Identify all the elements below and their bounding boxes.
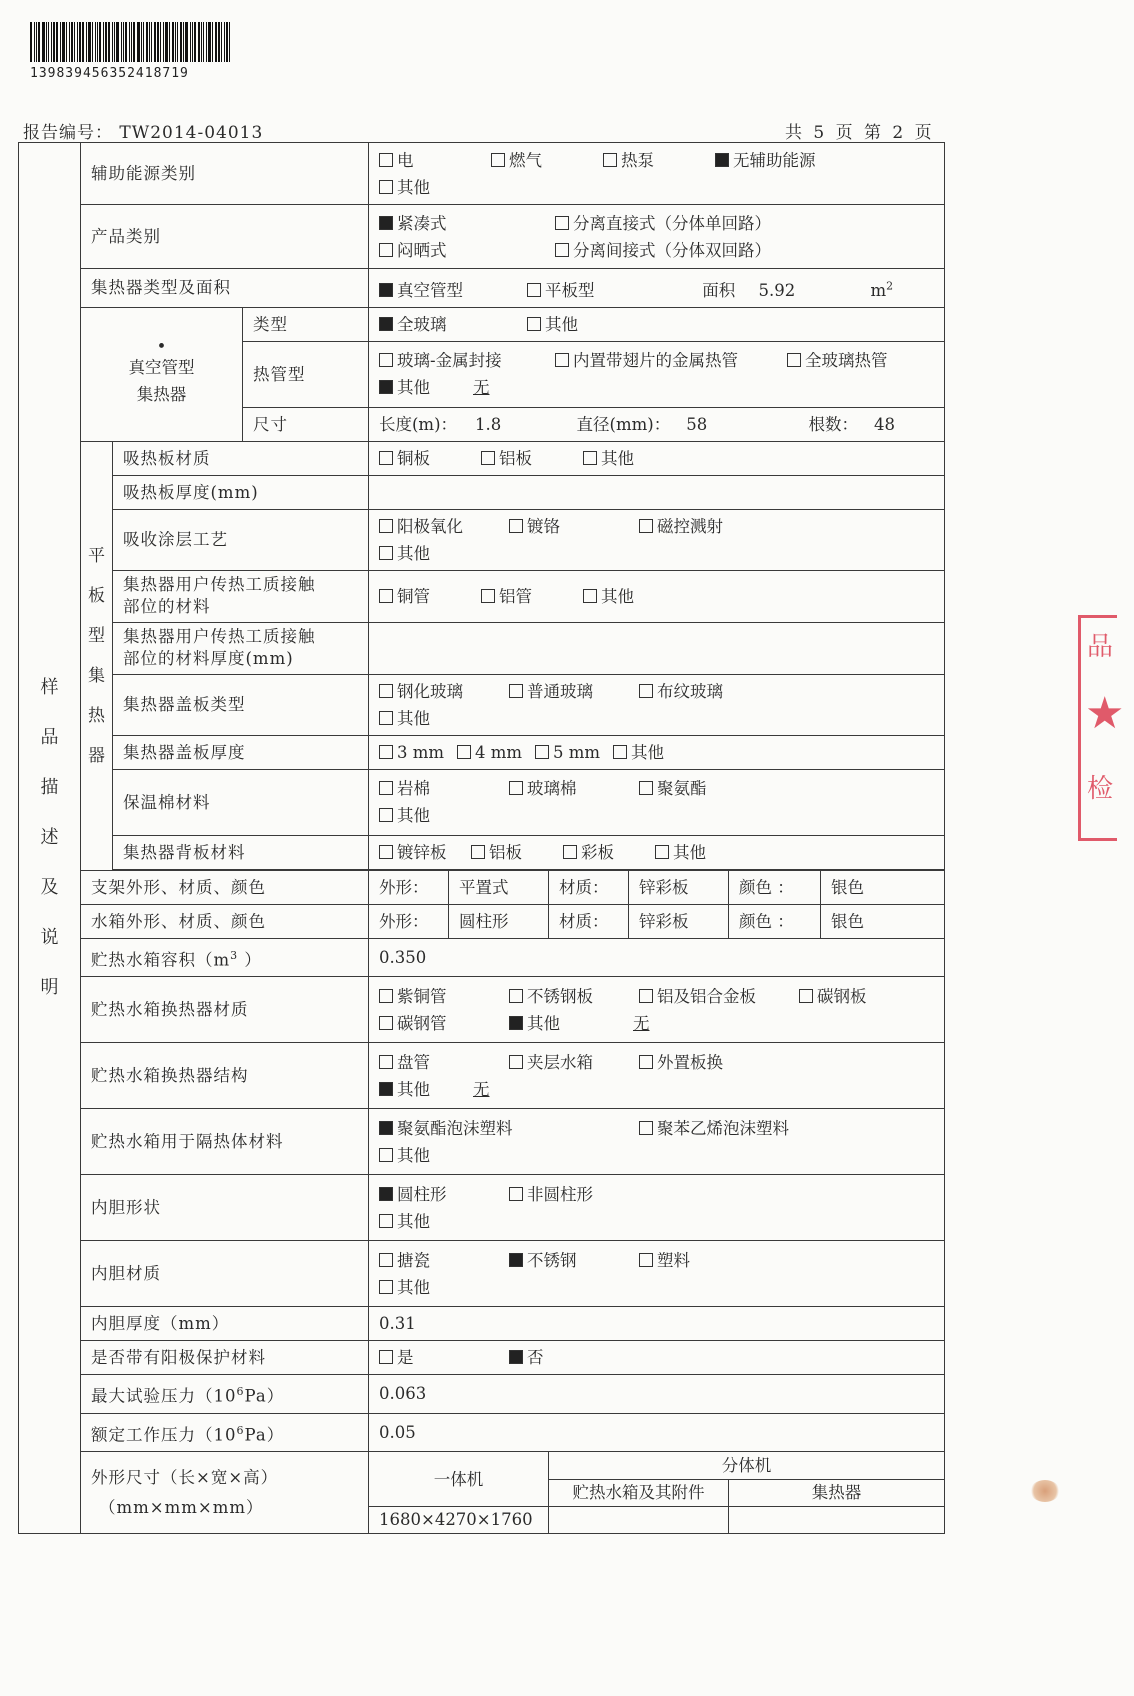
barcode-bar bbox=[224, 22, 225, 62]
barcode-bar bbox=[146, 22, 148, 62]
checkbox-option[interactable]: 其他 bbox=[379, 1208, 479, 1235]
absorber-thickness-label: 吸热板厚度(mm) bbox=[113, 475, 369, 509]
barcode-bar bbox=[95, 22, 96, 62]
checkbox-option[interactable]: 其他 bbox=[379, 1076, 449, 1103]
checkbox-option[interactable]: 布纹玻璃 bbox=[639, 678, 769, 705]
checked-box-icon[interactable] bbox=[379, 1082, 393, 1096]
checkbox-option[interactable]: 其他 bbox=[583, 583, 685, 610]
area-label: 面积 bbox=[702, 280, 736, 300]
barcode-bar bbox=[151, 22, 152, 62]
inner-shape-label: 内胆形状 bbox=[81, 1175, 369, 1241]
barcode-bar bbox=[30, 22, 32, 62]
unchecked-box-icon[interactable] bbox=[379, 519, 393, 533]
barcode-bar bbox=[99, 22, 101, 62]
barcode-bar bbox=[36, 22, 37, 62]
barcode-bar bbox=[183, 22, 184, 62]
checkbox-option[interactable]: 岩棉 bbox=[379, 775, 509, 802]
unchecked-box-icon[interactable] bbox=[379, 808, 393, 822]
unchecked-box-icon[interactable] bbox=[639, 519, 653, 533]
integrated-header: 一体机 bbox=[369, 1452, 549, 1507]
checkbox-option[interactable]: 铝板 bbox=[481, 445, 583, 472]
unchecked-box-icon[interactable] bbox=[379, 1280, 393, 1294]
checkbox-option[interactable]: 铝及铝合金板 bbox=[639, 983, 799, 1010]
unchecked-box-icon[interactable] bbox=[535, 745, 549, 759]
barcode-bar bbox=[172, 22, 174, 62]
checkbox-option[interactable]: 夹层水箱 bbox=[509, 1049, 639, 1076]
unchecked-box-icon[interactable] bbox=[379, 745, 393, 759]
unchecked-box-icon[interactable] bbox=[509, 519, 523, 533]
vac-type-options bbox=[369, 307, 945, 341]
checkbox-option[interactable]: 其他 bbox=[379, 174, 491, 201]
inspection-stamp: 品 ★ 检 bbox=[1078, 615, 1117, 841]
insulation-label: 保温棉材料 bbox=[113, 769, 369, 835]
checkbox-option[interactable]: 聚氨酯泡沫塑料 bbox=[379, 1115, 639, 1142]
unchecked-box-icon[interactable] bbox=[555, 216, 569, 230]
unchecked-box-icon[interactable] bbox=[471, 845, 485, 859]
checkbox-option[interactable]: 不锈钢板 bbox=[509, 983, 639, 1010]
paper-stain bbox=[1030, 1480, 1060, 1502]
unchecked-box-icon[interactable] bbox=[639, 1253, 653, 1267]
barcode-bar bbox=[56, 22, 58, 62]
checkbox-option[interactable]: 分离间接式（分体双回路） bbox=[555, 237, 815, 264]
unchecked-box-icon[interactable] bbox=[379, 1148, 393, 1162]
checkbox-option[interactable]: 其他 bbox=[379, 705, 479, 732]
hx-structure-options: 盘管 夹层水箱 外置板换 其他 无 bbox=[369, 1043, 945, 1109]
unchecked-box-icon[interactable] bbox=[457, 745, 471, 759]
collector-type-options bbox=[369, 269, 945, 308]
checkbox-option[interactable]: 平板型 bbox=[527, 277, 637, 304]
barcode-number: 139839456352418719 bbox=[30, 66, 189, 81]
vacuum-collector-label: • 真空管型 集热器 bbox=[81, 307, 243, 441]
unchecked-box-icon[interactable] bbox=[655, 845, 669, 859]
unchecked-box-icon[interactable] bbox=[509, 1055, 523, 1069]
barcode-bar bbox=[192, 22, 193, 62]
tube-size: 长度(m)： 1.8 直径(mm)： 58 根数： 48 bbox=[369, 407, 945, 441]
checkbox-option[interactable]: 紧凑式 bbox=[379, 210, 555, 237]
checkbox-option[interactable]: 3 mm bbox=[379, 739, 457, 766]
inner-thickness-label: 内胆厚度（mm） bbox=[81, 1307, 369, 1341]
checkbox-option[interactable]: 普通玻璃 bbox=[509, 678, 639, 705]
inner-shape-options bbox=[369, 1175, 945, 1241]
pipe-thickness-label: 集热器用户传热工质接触 部位的材料厚度(mm) bbox=[113, 622, 369, 674]
barcode-bar bbox=[218, 22, 220, 62]
hx-material-options: 紫铜管 不锈钢板 铝及铝合金板 碳钢板 碳钢管 其他 无 bbox=[369, 977, 945, 1043]
product-type-options bbox=[369, 205, 945, 269]
checked-box-icon[interactable] bbox=[379, 216, 393, 230]
max-pressure-value: 0.063 bbox=[369, 1375, 945, 1414]
checkbox-option[interactable]: 4 mm bbox=[457, 739, 535, 766]
cover-thickness-options bbox=[369, 735, 945, 769]
barcode-bar bbox=[66, 22, 67, 62]
barcode-bar bbox=[53, 22, 55, 62]
unchecked-box-icon[interactable] bbox=[527, 317, 541, 331]
unchecked-box-icon[interactable] bbox=[379, 1214, 393, 1228]
barcode-bar bbox=[88, 22, 91, 62]
unchecked-box-icon[interactable] bbox=[509, 781, 523, 795]
split-header: 分体机 bbox=[549, 1452, 945, 1480]
barcode-bar bbox=[86, 22, 87, 62]
barcode-bar bbox=[62, 22, 65, 62]
checkbox-option[interactable]: 铝板 bbox=[471, 839, 563, 866]
unchecked-box-icon[interactable] bbox=[639, 1055, 653, 1069]
checkbox-option[interactable]: 其他 bbox=[379, 374, 449, 401]
cover-type-options bbox=[369, 674, 945, 735]
unchecked-box-icon[interactable] bbox=[481, 589, 495, 603]
vac-type-label: 类型 bbox=[243, 307, 369, 341]
pipe-material-label: 集热器用户传热工质接触 部位的材料 bbox=[113, 570, 369, 622]
unchecked-box-icon[interactable] bbox=[379, 180, 393, 194]
absorber-material-label: 吸热板材质 bbox=[113, 441, 369, 475]
bracket-color: 银色 bbox=[821, 870, 945, 904]
barcode-bar bbox=[116, 22, 119, 62]
tank-insulation-options bbox=[369, 1109, 945, 1175]
barcode-bar bbox=[215, 22, 217, 62]
unchecked-box-icon[interactable] bbox=[379, 546, 393, 560]
barcode-bar bbox=[92, 22, 93, 62]
unchecked-box-icon[interactable] bbox=[639, 989, 653, 1003]
barcode-bar bbox=[121, 22, 122, 62]
barcode-bar bbox=[198, 22, 200, 62]
hx-material-label: 贮热水箱换热器材质 bbox=[81, 977, 369, 1043]
section-label-sample: 样 品 描 述 及 说 明 bbox=[19, 143, 81, 1534]
page-counter: 共 5 页 第 2 页 bbox=[785, 123, 932, 143]
checkbox-option[interactable]: 其他 bbox=[613, 739, 691, 766]
tank-label: 水箱外形、材质、颜色 bbox=[81, 904, 369, 938]
checkbox-option[interactable]: 镀铬 bbox=[509, 513, 639, 540]
hx-structure-label: 贮热水箱换热器结构 bbox=[81, 1043, 369, 1109]
checkbox-option[interactable]: 真空管型 bbox=[379, 277, 527, 304]
checked-box-icon[interactable] bbox=[509, 1350, 523, 1364]
checked-box-icon[interactable] bbox=[715, 153, 729, 167]
unchecked-box-icon[interactable] bbox=[509, 989, 523, 1003]
unchecked-box-icon[interactable] bbox=[481, 451, 495, 465]
checkbox-option[interactable]: 其他 bbox=[655, 839, 747, 866]
checkbox-option[interactable]: 彩板 bbox=[563, 839, 655, 866]
checkbox-option[interactable]: 盘管 bbox=[379, 1049, 509, 1076]
split-tank-dimensions bbox=[549, 1507, 729, 1534]
coating-process-label: 吸收涂层工艺 bbox=[113, 509, 369, 570]
checkbox-option[interactable]: 玻璃棉 bbox=[509, 775, 639, 802]
barcode-bar bbox=[114, 22, 115, 62]
unchecked-box-icon[interactable] bbox=[613, 745, 627, 759]
checkbox-option[interactable]: 分离直接式（分体单回路） bbox=[555, 210, 815, 237]
checkbox-option[interactable]: 镀锌板 bbox=[379, 839, 471, 866]
coating-process-options bbox=[369, 509, 945, 570]
checkbox-option[interactable]: 其他 bbox=[583, 445, 685, 472]
bracket-shape-label: 外形： bbox=[369, 870, 449, 904]
barcode-bar bbox=[157, 22, 159, 62]
unchecked-box-icon[interactable] bbox=[379, 589, 393, 603]
checkbox-option[interactable]: 碳钢板 bbox=[799, 983, 889, 1010]
cover-thickness-label: 集热器盖板厚度 bbox=[113, 735, 369, 769]
barcode-bar bbox=[129, 22, 130, 62]
product-type-label: 产品类别 bbox=[81, 205, 369, 269]
checkbox-option[interactable]: 钢化玻璃 bbox=[379, 678, 509, 705]
unchecked-box-icon[interactable] bbox=[379, 1016, 393, 1030]
tank-shape-label: 外形： bbox=[369, 904, 449, 938]
checkbox-option[interactable]: 铜管 bbox=[379, 583, 481, 610]
dimensions-label: 外形尺寸（长×宽×高） （mm×mm×mm） bbox=[81, 1452, 369, 1534]
barcode-bar bbox=[137, 22, 140, 62]
barcode-bar bbox=[165, 22, 168, 62]
barcode-bar bbox=[180, 22, 182, 62]
checkbox-option[interactable]: 外置板换 bbox=[639, 1049, 769, 1076]
inner-thickness-value: 0.31 bbox=[369, 1307, 945, 1341]
barcode-bar bbox=[203, 22, 204, 62]
checkbox-option[interactable]: 5 mm bbox=[535, 739, 613, 766]
area-unit: $m^2$ bbox=[870, 279, 894, 300]
checkbox-option[interactable]: 聚氨酯 bbox=[639, 775, 769, 802]
barcode-bar bbox=[108, 22, 110, 62]
barcode-bar bbox=[194, 22, 196, 62]
barcode-bar bbox=[112, 22, 113, 62]
insulation-options bbox=[369, 769, 945, 835]
integrated-dimensions: 1680×4270×1760 bbox=[369, 1507, 549, 1534]
checkbox-option[interactable]: 电 bbox=[379, 147, 491, 174]
checkbox-option[interactable]: 铜板 bbox=[379, 445, 481, 472]
unchecked-box-icon[interactable] bbox=[639, 1121, 653, 1135]
checkbox-option[interactable]: 内置带翅片的金属热管 bbox=[555, 347, 787, 374]
unchecked-box-icon[interactable] bbox=[379, 1253, 393, 1267]
checkbox-option[interactable]: 磁控溅射 bbox=[639, 513, 769, 540]
unchecked-box-icon[interactable] bbox=[379, 845, 393, 859]
barcode bbox=[30, 22, 232, 81]
barcode-bar bbox=[79, 22, 81, 62]
absorber-material-options bbox=[369, 441, 945, 475]
barcode-bar bbox=[125, 22, 127, 62]
unchecked-box-icon[interactable] bbox=[379, 1350, 393, 1364]
pipe-thickness-value bbox=[369, 622, 945, 674]
barcode-bar bbox=[229, 22, 230, 62]
barcode-bar bbox=[169, 22, 170, 62]
barcode-bar bbox=[82, 22, 84, 62]
collector-type-label: 集热器类型及面积 bbox=[81, 269, 369, 308]
barcode-bar bbox=[201, 22, 202, 62]
barcode-bar bbox=[71, 22, 73, 62]
checked-box-icon[interactable] bbox=[509, 1253, 523, 1267]
barcode-bars bbox=[30, 22, 232, 62]
tank-material: 锌彩板 bbox=[629, 904, 729, 938]
bracket-shape: 平置式 bbox=[449, 870, 549, 904]
checkbox-option[interactable]: 不锈钢 bbox=[509, 1247, 639, 1274]
unchecked-box-icon[interactable] bbox=[491, 153, 505, 167]
inner-material-label: 内胆材质 bbox=[81, 1241, 369, 1307]
barcode-bar bbox=[190, 22, 191, 62]
unchecked-box-icon[interactable] bbox=[563, 845, 577, 859]
unchecked-box-icon[interactable] bbox=[639, 781, 653, 795]
tank-shape: 圆柱形 bbox=[449, 904, 549, 938]
barcode-bar bbox=[185, 22, 188, 62]
unchecked-box-icon[interactable] bbox=[379, 711, 393, 725]
tank-insulation-label: 贮热水箱用于隔热体材料 bbox=[81, 1109, 369, 1175]
checked-box-icon[interactable] bbox=[379, 317, 393, 331]
size-label: 尺寸 bbox=[243, 407, 369, 441]
barcode-bar bbox=[74, 22, 75, 62]
checkbox-option[interactable]: 其他 bbox=[527, 311, 637, 338]
checkbox-option[interactable]: 塑料 bbox=[639, 1247, 769, 1274]
unchecked-box-icon[interactable] bbox=[379, 684, 393, 698]
split-tank-header: 贮热水箱及其附件 bbox=[549, 1480, 729, 1507]
aux-energy-options bbox=[369, 143, 945, 205]
checkbox-option[interactable]: 其他 bbox=[379, 802, 479, 829]
unchecked-box-icon[interactable] bbox=[555, 243, 569, 257]
unchecked-box-icon[interactable] bbox=[509, 1187, 523, 1201]
barcode-bar bbox=[154, 22, 156, 62]
checkbox-option[interactable]: 热泵 bbox=[603, 147, 715, 174]
checkbox-option[interactable]: 紫铜管 bbox=[379, 983, 509, 1010]
back-plate-label: 集热器背板材料 bbox=[113, 835, 369, 869]
barcode-bar bbox=[38, 22, 40, 62]
barcode-bar bbox=[133, 22, 135, 62]
unchecked-box-icon[interactable] bbox=[603, 153, 617, 167]
unchecked-box-icon[interactable] bbox=[379, 353, 393, 367]
unchecked-box-icon[interactable] bbox=[555, 353, 569, 367]
checkbox-option[interactable]: 否 bbox=[509, 1344, 609, 1371]
unchecked-box-icon[interactable] bbox=[379, 153, 393, 167]
checkbox-option[interactable]: 铝管 bbox=[481, 583, 583, 610]
barcode-bar bbox=[175, 22, 176, 62]
unchecked-box-icon[interactable] bbox=[639, 684, 653, 698]
checkbox-option[interactable]: 燃气 bbox=[491, 147, 603, 174]
unchecked-box-icon[interactable] bbox=[379, 1055, 393, 1069]
tank-material-label: 材质： bbox=[549, 904, 629, 938]
checkbox-option[interactable]: 碳钢管 bbox=[379, 1010, 509, 1037]
anode-options bbox=[369, 1341, 945, 1375]
bracket-label: 支架外形、材质、颜色 bbox=[81, 870, 369, 904]
unchecked-box-icon[interactable] bbox=[379, 243, 393, 257]
barcode-bar bbox=[42, 22, 45, 62]
unchecked-box-icon[interactable] bbox=[379, 781, 393, 795]
unchecked-box-icon[interactable] bbox=[379, 989, 393, 1003]
work-pressure-label: 额定工作压力$(10^6Pa)$ bbox=[81, 1413, 369, 1452]
checkbox-option[interactable]: 其他 bbox=[379, 1274, 479, 1301]
pipe-material-options bbox=[369, 570, 945, 622]
checkbox-option[interactable]: 其他 bbox=[379, 540, 479, 567]
checked-box-icon[interactable] bbox=[379, 283, 393, 297]
checkbox-option[interactable]: 聚苯乙烯泡沫塑料 bbox=[639, 1115, 839, 1142]
split-collector-dimensions bbox=[729, 1507, 945, 1534]
barcode-bar bbox=[221, 22, 222, 62]
flat-plate-collector-label: 平 板 型 集 热 器 bbox=[81, 441, 113, 870]
barcode-bar bbox=[103, 22, 104, 62]
bracket-material: 锌彩板 bbox=[629, 870, 729, 904]
checkbox-option[interactable]: 全玻璃热管 bbox=[787, 347, 903, 374]
barcode-bar bbox=[69, 22, 70, 62]
checkbox-option[interactable]: 闷晒式 bbox=[379, 237, 555, 264]
checkbox-option[interactable]: 全玻璃 bbox=[379, 311, 527, 338]
barcode-bar bbox=[97, 22, 98, 62]
barcode-bar bbox=[160, 22, 161, 62]
checkbox-option[interactable]: 无辅助能源 bbox=[715, 147, 875, 174]
unchecked-box-icon[interactable] bbox=[527, 283, 541, 297]
area-value: 5.92 bbox=[758, 280, 796, 300]
checkbox-option[interactable]: 圆柱形 bbox=[379, 1181, 509, 1208]
barcode-bar bbox=[131, 22, 132, 62]
barcode-bar bbox=[51, 22, 52, 62]
unchecked-box-icon[interactable] bbox=[787, 353, 801, 367]
checkbox-option[interactable]: 搪瓷 bbox=[379, 1247, 509, 1274]
heat-pipe-options: 玻璃-金属封接 内置带翅片的金属热管 全玻璃热管 其他 无 bbox=[369, 341, 945, 407]
barcode-bar bbox=[77, 22, 78, 62]
sample-description-table bbox=[18, 142, 945, 1534]
barcode-bar bbox=[149, 22, 150, 62]
checked-box-icon[interactable] bbox=[379, 380, 393, 394]
heat-pipe-label: 热管型 bbox=[243, 341, 369, 407]
checkbox-option[interactable]: 玻璃-金属封接 bbox=[379, 347, 555, 374]
back-plate-options bbox=[369, 835, 945, 869]
barcode-bar bbox=[177, 22, 178, 62]
unchecked-box-icon[interactable] bbox=[583, 589, 597, 603]
barcode-bar bbox=[212, 22, 213, 62]
barcode-bar bbox=[163, 22, 164, 62]
bracket-material-label: 材质： bbox=[549, 870, 629, 904]
barcode-bar bbox=[60, 22, 61, 62]
aux-energy-label: 辅助能源类别 bbox=[81, 143, 369, 205]
barcode-bar bbox=[206, 22, 207, 62]
tank-volume-value: 0.350 bbox=[369, 938, 945, 977]
tank-volume-label: 贮热水箱容积（$m^3$ ） bbox=[81, 938, 369, 977]
bracket-color-label: 颜色 ： bbox=[729, 870, 821, 904]
barcode-bar bbox=[46, 22, 47, 62]
work-pressure-value: 0.05 bbox=[369, 1413, 945, 1452]
inner-material-options bbox=[369, 1241, 945, 1307]
checked-box-icon[interactable] bbox=[379, 1121, 393, 1135]
max-pressure-label: 最大试验压力$(10^6Pa)$ bbox=[81, 1375, 369, 1414]
barcode-bar bbox=[141, 22, 142, 62]
stamp-star-icon: ★ bbox=[1085, 688, 1125, 739]
barcode-bar bbox=[34, 22, 35, 62]
barcode-bar bbox=[208, 22, 211, 62]
barcode-bar bbox=[143, 22, 144, 62]
checkbox-option[interactable]: 其他 bbox=[509, 1010, 609, 1037]
split-collector-header: 集热器 bbox=[729, 1480, 945, 1507]
unchecked-box-icon[interactable] bbox=[509, 684, 523, 698]
anode-label: 是否带有阳极保护材料 bbox=[81, 1341, 369, 1375]
checked-box-icon[interactable] bbox=[509, 1016, 523, 1030]
checked-box-icon[interactable] bbox=[379, 1187, 393, 1201]
unchecked-box-icon[interactable] bbox=[583, 451, 597, 465]
absorber-thickness-value bbox=[369, 475, 945, 509]
unchecked-box-icon[interactable] bbox=[799, 989, 813, 1003]
checkbox-option[interactable]: 非圆柱形 bbox=[509, 1181, 639, 1208]
tank-color-label: 颜色 ： bbox=[729, 904, 821, 938]
tank-color: 银色 bbox=[821, 904, 945, 938]
report-number: 报告编号： TW2014-04013 bbox=[23, 123, 264, 143]
barcode-bar bbox=[105, 22, 107, 62]
checkbox-option[interactable]: 是 bbox=[379, 1344, 509, 1371]
barcode-bar bbox=[48, 22, 49, 62]
checkbox-option[interactable]: 其他 bbox=[379, 1142, 479, 1169]
unchecked-box-icon[interactable] bbox=[379, 451, 393, 465]
cover-type-label: 集热器盖板类型 bbox=[113, 674, 369, 735]
checkbox-option[interactable]: 阳极氧化 bbox=[379, 513, 509, 540]
barcode-bar bbox=[123, 22, 124, 62]
barcode-bar bbox=[226, 22, 228, 62]
